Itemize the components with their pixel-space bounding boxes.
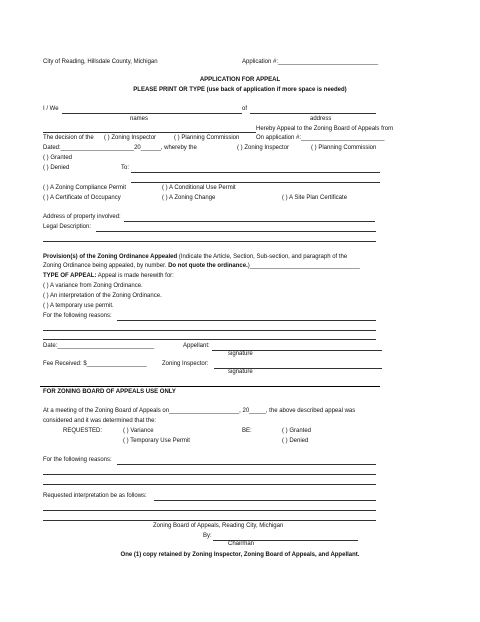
dated-field[interactable]: Dated:______________________20______, whereby the: [43, 145, 197, 151]
address-field[interactable]: [250, 113, 376, 114]
on-application-field[interactable]: On application #:_________________________: [256, 135, 385, 141]
footer-note: One (1) copy retained by Zoning Inspector, Zoning Board of Appeals, and Appellant.: [120, 552, 360, 558]
appellant-label: Appellant:: [183, 343, 210, 349]
temporary-use-option-checkbox[interactable]: ( ) A temporary use permit.: [43, 303, 114, 309]
signature-caption-1: signature: [228, 351, 253, 357]
board-denied-checkbox[interactable]: ( ) Denied: [282, 438, 309, 444]
we-label: I / We: [43, 106, 59, 112]
interpretation-label: Requested interpretation be as follows:: [43, 493, 147, 499]
of-label: of: [242, 106, 248, 112]
requested-label: REQUESTED:: [63, 428, 103, 434]
zoning-inspector-checkbox-2[interactable]: ( ) Zoning Inspector: [237, 145, 290, 151]
reasons-label: For the following reasons:: [43, 313, 112, 319]
occupancy-checkbox[interactable]: ( ) A Certificate of Occupancy: [43, 195, 121, 201]
to-field[interactable]: [131, 172, 380, 173]
temp-permit-checkbox[interactable]: ( ) Temporary Use Permit: [123, 438, 190, 444]
date-field[interactable]: Date:_____________________________: [43, 343, 155, 349]
board-granted-checkbox[interactable]: ( ) Granted: [282, 428, 312, 434]
variance-checkbox[interactable]: ( ) Variance: [123, 428, 154, 434]
interpretation-field-2[interactable]: [43, 510, 376, 511]
planning-commission-checkbox[interactable]: ( ) Planning Commission: [174, 135, 240, 141]
meeting-text[interactable]: At a meeting of the Zoning Board of Appeals on_____________________, 20_____, the above described appeal was: [43, 408, 356, 414]
fee-received-field[interactable]: Fee Received: $__________________: [43, 361, 147, 367]
board-heading: FOR ZONING BOARD OF APPEALS USE ONLY: [43, 389, 176, 395]
property-address-field[interactable]: [124, 221, 375, 222]
be-label: BE:: [242, 428, 252, 434]
reasons-field[interactable]: [117, 320, 376, 321]
board-name: Zoning Board of Appeals, Reading City, Michigan: [153, 523, 284, 529]
conditional-use-checkbox[interactable]: ( ) A Conditional Use Permit: [162, 185, 236, 191]
to-label: To:: [121, 165, 130, 171]
granted-checkbox[interactable]: ( ) Granted: [43, 155, 73, 161]
interpretation-option-checkbox[interactable]: ( ) An interpretation of the Zoning Ordinance.: [43, 293, 162, 299]
board-reasons-field-3[interactable]: [43, 484, 376, 485]
hereby-text: Hereby Appeal to the Zoning Board of Appeals from: [256, 126, 394, 132]
compliance-permit-checkbox[interactable]: ( ) A Zoning Compliance Permit: [43, 185, 127, 191]
reasons-field-2[interactable]: [43, 330, 376, 331]
names-field-continued[interactable]: [43, 132, 256, 133]
signature-caption-2: signature: [228, 369, 253, 375]
zoning-change-checkbox[interactable]: ( ) A Zoning Change: [162, 195, 216, 201]
reasons-field-3[interactable]: [43, 339, 376, 340]
provisions-text-1: Provision(s) of the Zoning Ordinance Appealed (Indicate the Article, Section, Sub-section, and paragraph of the: [43, 254, 348, 260]
interpretation-field[interactable]: [154, 500, 376, 501]
planning-commission-checkbox-2[interactable]: ( ) Planning Commission: [311, 145, 377, 151]
provisions-text-2: Zoning Ordinance being appealed, by number. Do not quote the ordinance.)_________________________________: [43, 263, 360, 269]
type-of-appeal: TYPE OF APPEAL: Appeal is made herewith for:: [43, 273, 174, 279]
zoning-inspector-checkbox[interactable]: ( ) Zoning Inspector: [104, 135, 157, 141]
city-header: City of Reading, Hillsdale County, Michigan: [43, 59, 158, 65]
form-subtitle: PLEASE PRINT OR TYPE (use back of application if more space is needed): [133, 87, 347, 93]
names-field[interactable]: [62, 113, 242, 114]
considered-text: considered and it was determined that the:: [43, 418, 157, 424]
zoning-inspector-label: Zoning Inspector:: [162, 361, 209, 367]
property-address-label: Address of property involved:: [43, 214, 121, 220]
variance-option-checkbox[interactable]: ( ) A variance from Zoning Ordinance.: [43, 283, 143, 289]
denied-checkbox[interactable]: ( ) Denied: [43, 165, 70, 171]
board-reasons-field[interactable]: [117, 464, 376, 465]
section-divider: [40, 386, 380, 387]
names-caption: names: [130, 116, 149, 122]
to-field-continued[interactable]: [131, 182, 380, 183]
form-title: APPLICATION FOR APPEAL: [199, 77, 281, 83]
legal-description-label: Legal Description:: [43, 224, 92, 230]
address-caption: address: [310, 116, 332, 122]
interpretation-field-3[interactable]: [43, 520, 376, 521]
by-label: By:: [203, 533, 212, 539]
chairman-caption: Chairman: [228, 541, 255, 547]
legal-description-field[interactable]: [96, 231, 376, 232]
site-plan-checkbox[interactable]: ( ) A Site Plan Certificate: [282, 195, 348, 201]
application-number-field[interactable]: Application #:______________________________: [242, 59, 379, 65]
decision-of-label: The decision of the: [43, 135, 94, 141]
legal-description-field-2[interactable]: [43, 241, 376, 242]
board-reasons-field-2[interactable]: [43, 474, 376, 475]
board-reasons-label: For the following reasons:: [43, 457, 112, 463]
